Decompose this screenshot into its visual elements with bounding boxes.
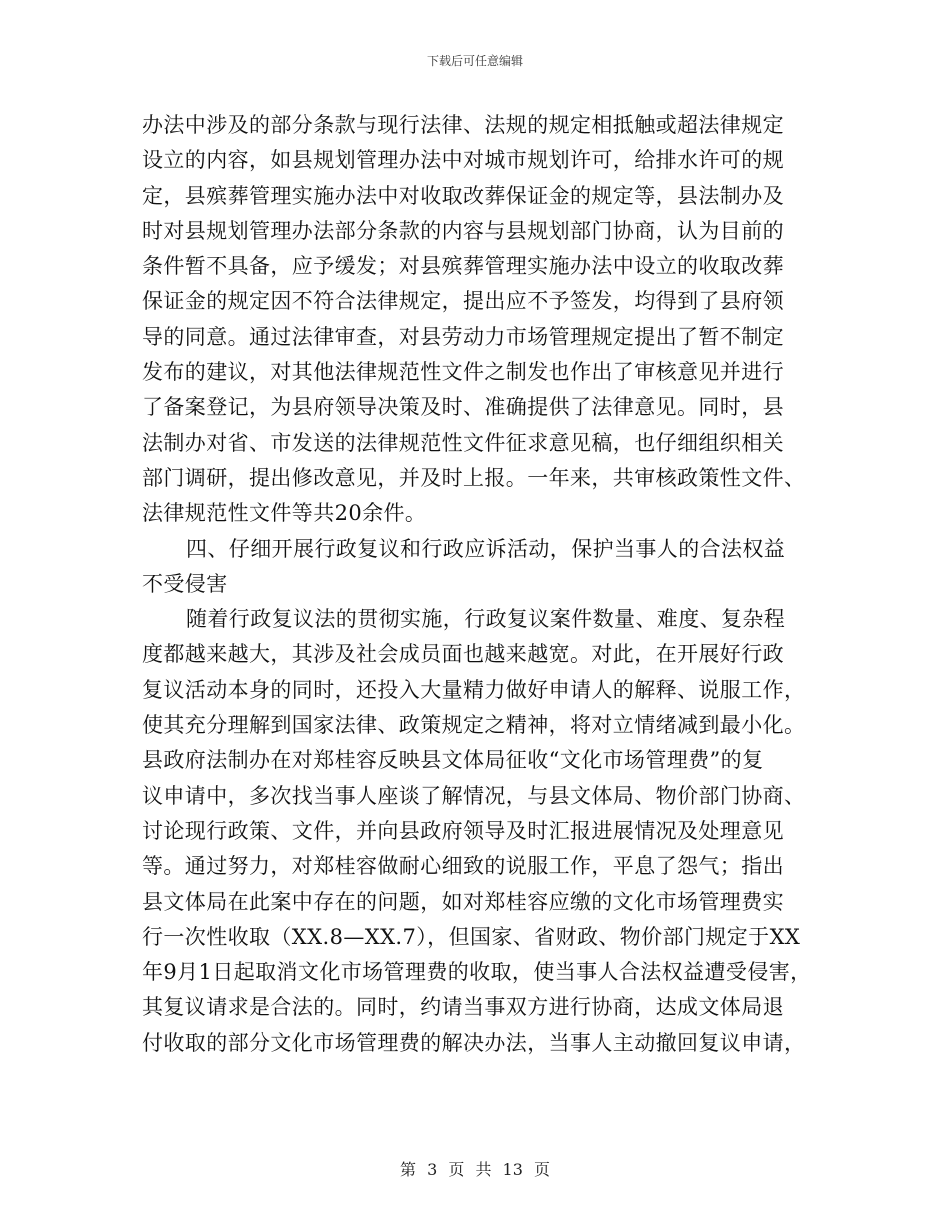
text-line: 讨论现行政策、文件，并向县政府领导及时汇报进展情况及处理意见 xyxy=(142,818,784,843)
text-line: 复议活动本身的同时，还投入大量精力做好申请人的解释、说服工作， xyxy=(142,677,806,702)
text-line: 等。通过努力，对郑桂容做耐心细致的说服工作，平息了怨气；指出 xyxy=(142,854,784,879)
page-number: 第 3 页 共 13 页 xyxy=(400,1160,550,1179)
text-line: 办法中涉及的部分条款与现行法律、法规的规定相抵触或超法律规定 xyxy=(142,113,784,137)
text-line: 时对县规划管理办法部分条款的内容与县规划部门协商，认为目前的 xyxy=(142,218,784,243)
text-line: 议申请中，多次找当事人座谈了解情况，与县文体局、物价部门协商、 xyxy=(142,783,806,808)
paragraph xyxy=(142,602,812,1061)
text-line: 条件暂不具备，应予缓发；对县殡葬管理实施办法中设立的收取改葬 xyxy=(142,254,784,279)
text-line: 行一次性收取（XX.8—XX.7），但国家、省财政、物价部门规定于XX xyxy=(142,924,801,949)
document-body xyxy=(142,108,812,1061)
text-line: 县政府法制办在对郑桂容反映县文体局征收“文化市场管理费”的复 xyxy=(142,748,764,773)
text-line: 保证金的规定因不符合法律规定，提出应不予签发，均得到了县府领 xyxy=(142,289,784,314)
text-line: 付收取的部分文化市场管理费的解决办法，当事人主动撤回复议申请， xyxy=(142,1030,806,1055)
paragraph xyxy=(142,108,812,532)
text-line: 定，县殡葬管理实施办法中对收取改葬保证金的规定等，县法制办及 xyxy=(142,183,784,208)
text-line: 县文体局在此案中存在的问题，如对郑桂容应缴的文化市场管理费实 xyxy=(142,889,784,914)
section-heading xyxy=(142,532,812,603)
text-line: 法制办对省、市发送的法律规范性文件征求意见稿，也仔细组织相关 xyxy=(142,430,784,455)
text-line: 使其充分理解到国家法律、政策规定之精神，将对立情绪减到最小化。 xyxy=(142,713,806,738)
text-line: 其复议请求是合法的。同时，约请当事双方进行协商，达成文体局退 xyxy=(142,995,784,1020)
text-line: 法律规范性文件等共20余件。 xyxy=(142,501,427,526)
text-line: 导的同意。通过法律审查，对县劳动力市场管理规定提出了暂不制定 xyxy=(142,324,784,349)
text-line: 发布的建议，对其他法律规范性文件之制发也作出了审核意见并进行 xyxy=(142,360,784,385)
text-line: 度都越来越大，其涉及社会成员面也越来越宽。对此，在开展好行政 xyxy=(142,642,784,667)
page-header-note: 下载后可任意编辑 xyxy=(426,54,523,68)
text-line: 随着行政复议法的贯彻实施，行政复议案件数量、难度、复杂程 xyxy=(186,607,786,632)
text-line: 部门调研，提出修改意见，并及时上报。一年来，共审核政策性文件、 xyxy=(142,465,806,490)
text-line: 四、仔细开展行政复议和行政应诉活动，保护当事人的合法权益 xyxy=(186,536,786,561)
text-line: 年9月1日起取消文化市场管理费的收取，使当事人合法权益遭受侵害， xyxy=(142,960,812,985)
text-line: 不受侵害 xyxy=(142,571,228,596)
text-line: 设立的内容，如县规划管理办法中对城市规划许可，给排水许可的规 xyxy=(142,148,784,173)
text-line: 了备案登记，为县府领导决策及时、准确提供了法律意见。同时，县 xyxy=(142,395,784,420)
